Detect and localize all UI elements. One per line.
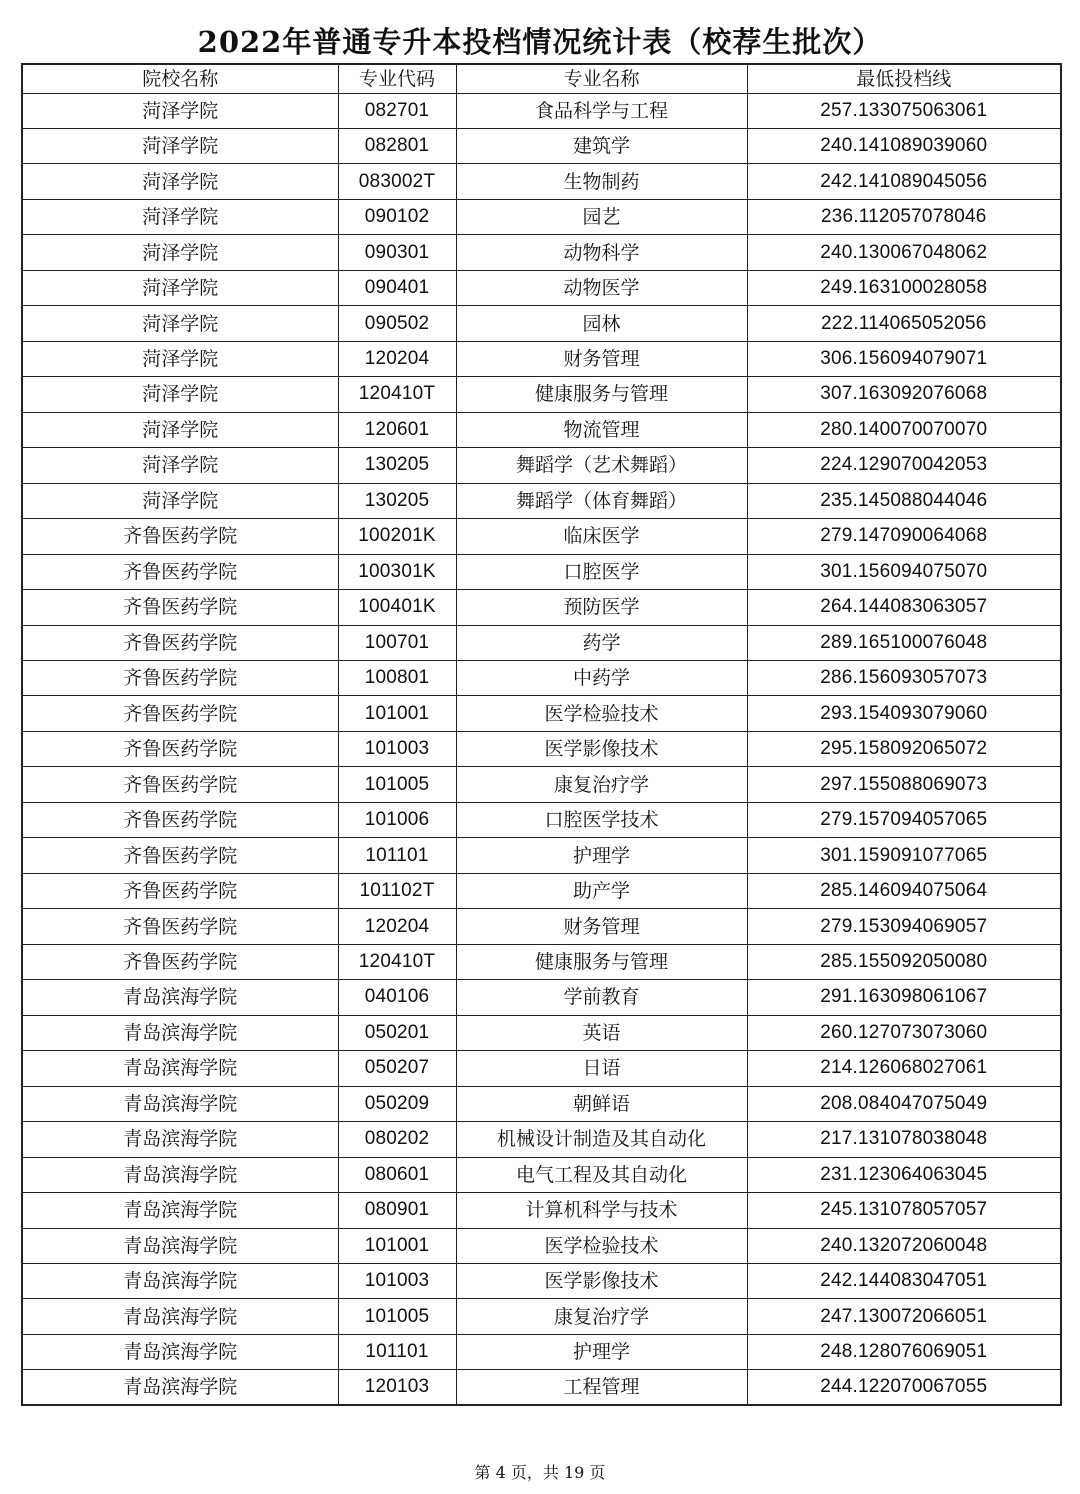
cell-min-score: 257.133075063061 bbox=[747, 93, 1061, 128]
page-title: 2022年普通专升本投档情况统计表（校荐生批次） bbox=[197, 25, 883, 59]
cell-major-code: 130205 bbox=[338, 448, 456, 483]
page-number: 第 4 页，共 19 页 bbox=[474, 1463, 606, 1482]
cell-major-name: 生物制药 bbox=[456, 164, 747, 199]
table-row bbox=[22, 731, 1061, 766]
cell-major-name: 中药学 bbox=[456, 661, 747, 696]
cell-school-name: 齐鲁医药学院 bbox=[22, 944, 338, 979]
cell-major-code: 101005 bbox=[338, 1299, 456, 1334]
table-row bbox=[22, 377, 1061, 412]
table-row bbox=[22, 483, 1061, 518]
cell-school-name: 菏泽学院 bbox=[22, 483, 338, 518]
cell-min-score: 307.163092076068 bbox=[747, 377, 1061, 412]
header-min-score: 最低投档线 bbox=[747, 64, 1061, 93]
table-row bbox=[22, 873, 1061, 908]
cell-major-name: 医学影像技术 bbox=[456, 731, 747, 766]
cell-major-name: 医学检验技术 bbox=[456, 696, 747, 731]
cell-major-code: 120601 bbox=[338, 412, 456, 447]
table-row bbox=[22, 767, 1061, 802]
cell-min-score: 248.128076069051 bbox=[747, 1334, 1061, 1369]
cell-major-name: 园林 bbox=[456, 306, 747, 341]
cell-min-score: 224.129070042053 bbox=[747, 448, 1061, 483]
cell-min-score: 279.147090064068 bbox=[747, 519, 1061, 554]
cell-major-code: 100301K bbox=[338, 554, 456, 589]
cell-major-code: 050207 bbox=[338, 1051, 456, 1086]
cell-major-code: 050209 bbox=[338, 1086, 456, 1121]
table-body bbox=[22, 93, 1061, 1405]
cell-school-name: 青岛滨海学院 bbox=[22, 980, 338, 1015]
table-row bbox=[22, 164, 1061, 199]
header-school-name: 院校名称 bbox=[22, 64, 338, 93]
cell-school-name: 菏泽学院 bbox=[22, 128, 338, 163]
cell-min-score: 291.163098061067 bbox=[747, 980, 1061, 1015]
cell-school-name: 青岛滨海学院 bbox=[22, 1370, 338, 1405]
cell-min-score: 279.153094069057 bbox=[747, 909, 1061, 944]
cell-major-code: 120103 bbox=[338, 1370, 456, 1405]
table-row bbox=[22, 1299, 1061, 1334]
cell-major-code: 101005 bbox=[338, 767, 456, 802]
cell-major-name: 口腔医学技术 bbox=[456, 802, 747, 837]
cell-school-name: 菏泽学院 bbox=[22, 306, 338, 341]
cell-min-score: 260.127073073060 bbox=[747, 1015, 1061, 1050]
cell-school-name: 菏泽学院 bbox=[22, 164, 338, 199]
table-row bbox=[22, 128, 1061, 163]
cell-school-name: 齐鲁医药学院 bbox=[22, 767, 338, 802]
table-row bbox=[22, 199, 1061, 234]
cell-major-code: 101001 bbox=[338, 696, 456, 731]
cell-major-name: 护理学 bbox=[456, 1334, 747, 1369]
cell-min-score: 240.130067048062 bbox=[747, 235, 1061, 270]
cell-min-score: 214.126068027061 bbox=[747, 1051, 1061, 1086]
cell-major-code: 080601 bbox=[338, 1157, 456, 1192]
cell-school-name: 齐鲁医药学院 bbox=[22, 661, 338, 696]
header-major-name: 专业名称 bbox=[456, 64, 747, 93]
cell-major-name: 医学检验技术 bbox=[456, 1228, 747, 1263]
cell-min-score: 293.154093079060 bbox=[747, 696, 1061, 731]
cell-school-name: 齐鲁医药学院 bbox=[22, 838, 338, 873]
cell-major-code: 083002T bbox=[338, 164, 456, 199]
cell-school-name: 青岛滨海学院 bbox=[22, 1193, 338, 1228]
cell-major-name: 康复治疗学 bbox=[456, 767, 747, 802]
cell-major-name: 电气工程及其自动化 bbox=[456, 1157, 747, 1192]
table-row bbox=[22, 448, 1061, 483]
cell-major-code: 082701 bbox=[338, 93, 456, 128]
cell-min-score: 242.141089045056 bbox=[747, 164, 1061, 199]
cell-major-code: 101003 bbox=[338, 731, 456, 766]
table-row bbox=[22, 235, 1061, 270]
cell-major-name: 舞蹈学（艺术舞蹈） bbox=[456, 448, 747, 483]
cell-min-score: 231.123064063045 bbox=[747, 1157, 1061, 1192]
cell-school-name: 青岛滨海学院 bbox=[22, 1334, 338, 1369]
cell-major-code: 101102T bbox=[338, 873, 456, 908]
table-row bbox=[22, 944, 1061, 979]
table-row bbox=[22, 1370, 1061, 1405]
cell-min-score: 235.145088044046 bbox=[747, 483, 1061, 518]
cell-school-name: 齐鲁医药学院 bbox=[22, 802, 338, 837]
cell-school-name: 青岛滨海学院 bbox=[22, 1263, 338, 1298]
cell-school-name: 菏泽学院 bbox=[22, 199, 338, 234]
cell-major-name: 财务管理 bbox=[456, 341, 747, 376]
table-row bbox=[22, 909, 1061, 944]
cell-major-code: 101001 bbox=[338, 1228, 456, 1263]
cell-major-name: 物流管理 bbox=[456, 412, 747, 447]
cell-school-name: 菏泽学院 bbox=[22, 235, 338, 270]
cell-major-code: 082801 bbox=[338, 128, 456, 163]
cell-major-name: 药学 bbox=[456, 625, 747, 660]
cell-major-code: 101006 bbox=[338, 802, 456, 837]
cell-major-code: 100801 bbox=[338, 661, 456, 696]
cell-min-score: 222.114065052056 bbox=[747, 306, 1061, 341]
cell-min-score: 242.144083047051 bbox=[747, 1263, 1061, 1298]
cell-major-code: 040106 bbox=[338, 980, 456, 1015]
table-row bbox=[22, 802, 1061, 837]
cell-school-name: 青岛滨海学院 bbox=[22, 1157, 338, 1192]
cell-major-code: 120410T bbox=[338, 944, 456, 979]
cell-min-score: 295.158092065072 bbox=[747, 731, 1061, 766]
table-row bbox=[22, 1263, 1061, 1298]
cell-major-code: 101101 bbox=[338, 838, 456, 873]
cell-major-code: 120204 bbox=[338, 341, 456, 376]
cell-school-name: 齐鲁医药学院 bbox=[22, 731, 338, 766]
cell-school-name: 齐鲁医药学院 bbox=[22, 590, 338, 625]
cell-school-name: 菏泽学院 bbox=[22, 448, 338, 483]
cell-min-score: 285.146094075064 bbox=[747, 873, 1061, 908]
cell-school-name: 齐鲁医药学院 bbox=[22, 625, 338, 660]
cell-min-score: 301.156094075070 bbox=[747, 554, 1061, 589]
cell-min-score: 249.163100028058 bbox=[747, 270, 1061, 305]
cell-min-score: 240.132072060048 bbox=[747, 1228, 1061, 1263]
cell-major-name: 动物科学 bbox=[456, 235, 747, 270]
cell-min-score: 264.144083063057 bbox=[747, 590, 1061, 625]
cell-min-score: 247.130072066051 bbox=[747, 1299, 1061, 1334]
cell-min-score: 240.141089039060 bbox=[747, 128, 1061, 163]
cell-min-score: 297.155088069073 bbox=[747, 767, 1061, 802]
cell-school-name: 菏泽学院 bbox=[22, 341, 338, 376]
table-row bbox=[22, 1122, 1061, 1157]
table-row bbox=[22, 1334, 1061, 1369]
table-row bbox=[22, 696, 1061, 731]
table-row bbox=[22, 661, 1061, 696]
cell-major-code: 130205 bbox=[338, 483, 456, 518]
cell-major-name: 工程管理 bbox=[456, 1370, 747, 1405]
cell-school-name: 青岛滨海学院 bbox=[22, 1051, 338, 1086]
cell-min-score: 236.112057078046 bbox=[747, 199, 1061, 234]
cell-min-score: 217.131078038048 bbox=[747, 1122, 1061, 1157]
table-header-row bbox=[22, 64, 1061, 93]
cell-major-name: 财务管理 bbox=[456, 909, 747, 944]
table-row bbox=[22, 838, 1061, 873]
cell-major-code: 080901 bbox=[338, 1193, 456, 1228]
cell-min-score: 244.122070067055 bbox=[747, 1370, 1061, 1405]
cell-school-name: 青岛滨海学院 bbox=[22, 1086, 338, 1121]
cell-major-name: 康复治疗学 bbox=[456, 1299, 747, 1334]
cell-school-name: 青岛滨海学院 bbox=[22, 1015, 338, 1050]
cell-min-score: 208.084047075049 bbox=[747, 1086, 1061, 1121]
cell-min-score: 280.140070070070 bbox=[747, 412, 1061, 447]
cell-major-code: 101101 bbox=[338, 1334, 456, 1369]
table-row bbox=[22, 341, 1061, 376]
table-row bbox=[22, 1015, 1061, 1050]
cell-major-code: 120410T bbox=[338, 377, 456, 412]
cell-major-code: 100401K bbox=[338, 590, 456, 625]
cell-school-name: 菏泽学院 bbox=[22, 412, 338, 447]
cell-school-name: 菏泽学院 bbox=[22, 270, 338, 305]
cell-school-name: 齐鲁医药学院 bbox=[22, 873, 338, 908]
table-row bbox=[22, 625, 1061, 660]
table-row bbox=[22, 1086, 1061, 1121]
cell-major-name: 日语 bbox=[456, 1051, 747, 1086]
cell-major-name: 助产学 bbox=[456, 873, 747, 908]
cell-school-name: 齐鲁医药学院 bbox=[22, 696, 338, 731]
cell-major-code: 090102 bbox=[338, 199, 456, 234]
cell-major-code: 090401 bbox=[338, 270, 456, 305]
table-row bbox=[22, 1157, 1061, 1192]
cell-school-name: 齐鲁医药学院 bbox=[22, 519, 338, 554]
table-row bbox=[22, 412, 1061, 447]
cell-min-score: 279.157094057065 bbox=[747, 802, 1061, 837]
table-row bbox=[22, 980, 1061, 1015]
cell-school-name: 青岛滨海学院 bbox=[22, 1122, 338, 1157]
table-row bbox=[22, 306, 1061, 341]
cell-school-name: 青岛滨海学院 bbox=[22, 1299, 338, 1334]
cell-major-name: 食品科学与工程 bbox=[456, 93, 747, 128]
table-row bbox=[22, 519, 1061, 554]
cell-min-score: 285.155092050080 bbox=[747, 944, 1061, 979]
cell-school-name: 菏泽学院 bbox=[22, 93, 338, 128]
cell-major-name: 健康服务与管理 bbox=[456, 377, 747, 412]
cell-major-name: 医学影像技术 bbox=[456, 1263, 747, 1298]
cell-major-name: 动物医学 bbox=[456, 270, 747, 305]
cell-major-name: 建筑学 bbox=[456, 128, 747, 163]
cell-major-name: 舞蹈学（体育舞蹈） bbox=[456, 483, 747, 518]
cell-major-name: 机械设计制造及其自动化 bbox=[456, 1122, 747, 1157]
cell-major-code: 090502 bbox=[338, 306, 456, 341]
cell-school-name: 菏泽学院 bbox=[22, 377, 338, 412]
table-row bbox=[22, 590, 1061, 625]
cell-min-score: 286.156093057073 bbox=[747, 661, 1061, 696]
cell-major-name: 预防医学 bbox=[456, 590, 747, 625]
table-row bbox=[22, 1051, 1061, 1086]
table-row bbox=[22, 270, 1061, 305]
table-row bbox=[22, 93, 1061, 128]
cell-major-name: 口腔医学 bbox=[456, 554, 747, 589]
cell-major-code: 101003 bbox=[338, 1263, 456, 1298]
header-major-code: 专业代码 bbox=[338, 64, 456, 93]
table-row bbox=[22, 554, 1061, 589]
cell-major-name: 英语 bbox=[456, 1015, 747, 1050]
cell-school-name: 齐鲁医药学院 bbox=[22, 909, 338, 944]
cell-major-name: 学前教育 bbox=[456, 980, 747, 1015]
cell-major-code: 090301 bbox=[338, 235, 456, 270]
cell-major-code: 080202 bbox=[338, 1122, 456, 1157]
cell-min-score: 245.131078057057 bbox=[747, 1193, 1061, 1228]
cell-major-name: 朝鲜语 bbox=[456, 1086, 747, 1121]
admission-score-table bbox=[21, 63, 1062, 1406]
cell-major-name: 计算机科学与技术 bbox=[456, 1193, 747, 1228]
cell-min-score: 289.165100076048 bbox=[747, 625, 1061, 660]
cell-major-name: 护理学 bbox=[456, 838, 747, 873]
cell-school-name: 齐鲁医药学院 bbox=[22, 554, 338, 589]
table-row bbox=[22, 1193, 1061, 1228]
cell-major-code: 120204 bbox=[338, 909, 456, 944]
table-row bbox=[22, 1228, 1061, 1263]
cell-major-name: 园艺 bbox=[456, 199, 747, 234]
cell-min-score: 306.156094079071 bbox=[747, 341, 1061, 376]
cell-major-name: 健康服务与管理 bbox=[456, 944, 747, 979]
cell-major-code: 100701 bbox=[338, 625, 456, 660]
cell-major-code: 100201K bbox=[338, 519, 456, 554]
cell-major-name: 临床医学 bbox=[456, 519, 747, 554]
cell-major-code: 050201 bbox=[338, 1015, 456, 1050]
cell-min-score: 301.159091077065 bbox=[747, 838, 1061, 873]
cell-school-name: 青岛滨海学院 bbox=[22, 1228, 338, 1263]
